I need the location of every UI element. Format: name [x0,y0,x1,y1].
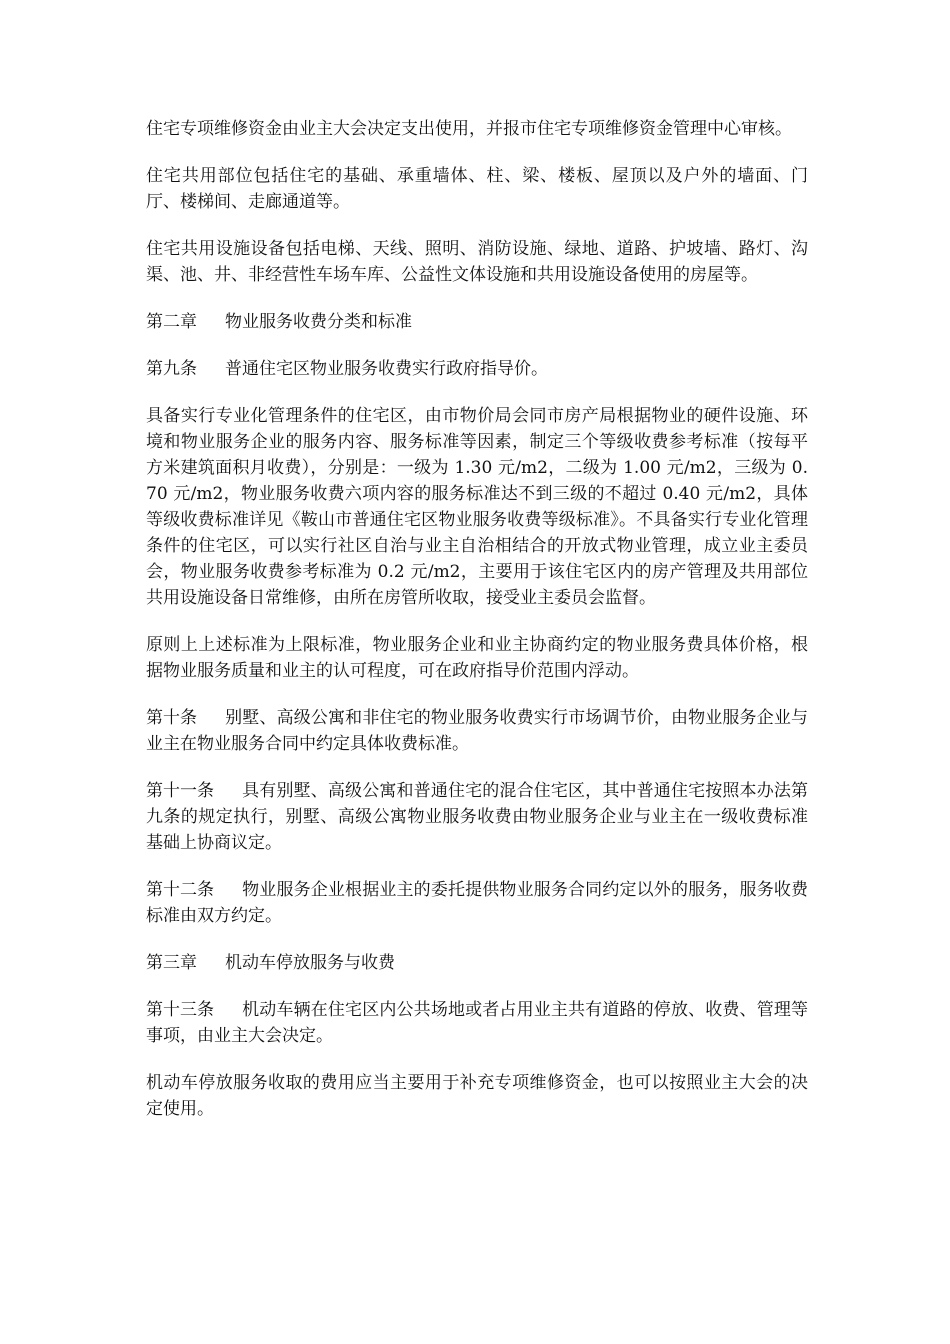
article-text: 具有别墅、高级公寓和普通住宅的混合住宅区，其中普通住宅按照本办法第九条的规定执行，别墅、高级公寓物业服务收费由物业服务企业与业主在一级收费标准基础上协商议定。 [146,781,808,853]
article-number: 第九条 [146,359,197,379]
article-10 [146,705,808,757]
chapter-2-heading [146,309,808,335]
paragraph-text: 住宅专项维修资金由业主大会决定支出使用，并报市住宅专项维修资金管理中心审核。 [146,119,792,139]
paragraph-upper-limit [146,632,808,684]
article-11 [146,778,808,856]
paragraph-common-facilities [146,236,808,288]
article-12 [146,877,808,929]
paragraph-text: 原则上上述标准为上限标准，物业服务企业和业主协商约定的物业服务费具体价格，根据物业服务质量和业主的认可程度，可在政府指导价范围内浮动。 [146,635,808,681]
article-number: 第十二条 [146,880,214,900]
article-text: 物业服务企业根据业主的委托提供物业服务合同约定以外的服务，服务收费标准由双方约定。 [146,880,808,926]
paragraph-maintenance-fund [146,116,808,142]
document-page [146,116,808,1143]
article-13 [146,997,808,1049]
article-text: 普通住宅区物业服务收费实行政府指导价。 [225,359,548,379]
chapter-number: 第二章 [146,312,197,332]
paragraph-text: 住宅共用设施设备包括电梯、天线、照明、消防设施、绿地、道路、护坡墙、路灯、沟渠、池、井、非经营性车场车库、公益性文体设施和共用设施设备使用的房屋等。 [146,239,808,285]
article-number: 第十三条 [146,1000,214,1020]
paragraph-common-parts [146,163,808,215]
chapter-title: 机动车停放服务与收费 [225,953,395,973]
article-9 [146,356,808,382]
article-text: 机动车辆在住宅区内公共场地或者占用业主共有道路的停放、收费、管理等事项，由业主大会决定。 [146,1000,808,1046]
chapter-3-heading [146,950,808,976]
article-number: 第十条 [146,708,197,728]
article-text: 别墅、高级公寓和非住宅的物业服务收费实行市场调节价，由物业服务企业与业主在物业服务合同中约定具体收费标准。 [146,708,808,754]
paragraph-fee-standards [146,403,808,611]
paragraph-text: 机动车停放服务收取的费用应当主要用于补充专项维修资金，也可以按照业主大会的决定使用。 [146,1073,808,1119]
article-number: 第十一条 [146,781,214,801]
paragraph-parking-fee-use [146,1070,808,1122]
chapter-title: 物业服务收费分类和标准 [225,312,412,332]
chapter-number: 第三章 [146,953,197,973]
paragraph-text: 具备实行专业化管理条件的住宅区，由市物价局会同市房产局根据物业的硬件设施、环境和物业服务企业的服务内容、服务标准等因素，制定三个等级收费参考标准（按每平方米建筑面积月收费），分别是：一级为 1.30 元/m2，二级为 1.00 元/m2，三级为 0.70 元/m2，物业服务收费六项内容的服务标准达不到三级的不超过 0.40 元/m2，具体等级收费标准详见《鞍山市普通住宅区物业服务收费等级标准》。不具备实行专业化管理条件的住宅区，可以实行社区自治与业主自治相结合的开放式物业管理，成立业主委员会，物业服务收费参考标准为 0.2 元/m2，主要用于该住宅区内的房产管理及共用部位共用设施设备日常维修，由所在房管所收取，接受业主委员会监督。 [146,406,808,608]
paragraph-text: 住宅共用部位包括住宅的基础、承重墙体、柱、梁、楼板、屋顶以及户外的墙面、门厅、楼梯间、走廊通道等。 [146,166,808,212]
